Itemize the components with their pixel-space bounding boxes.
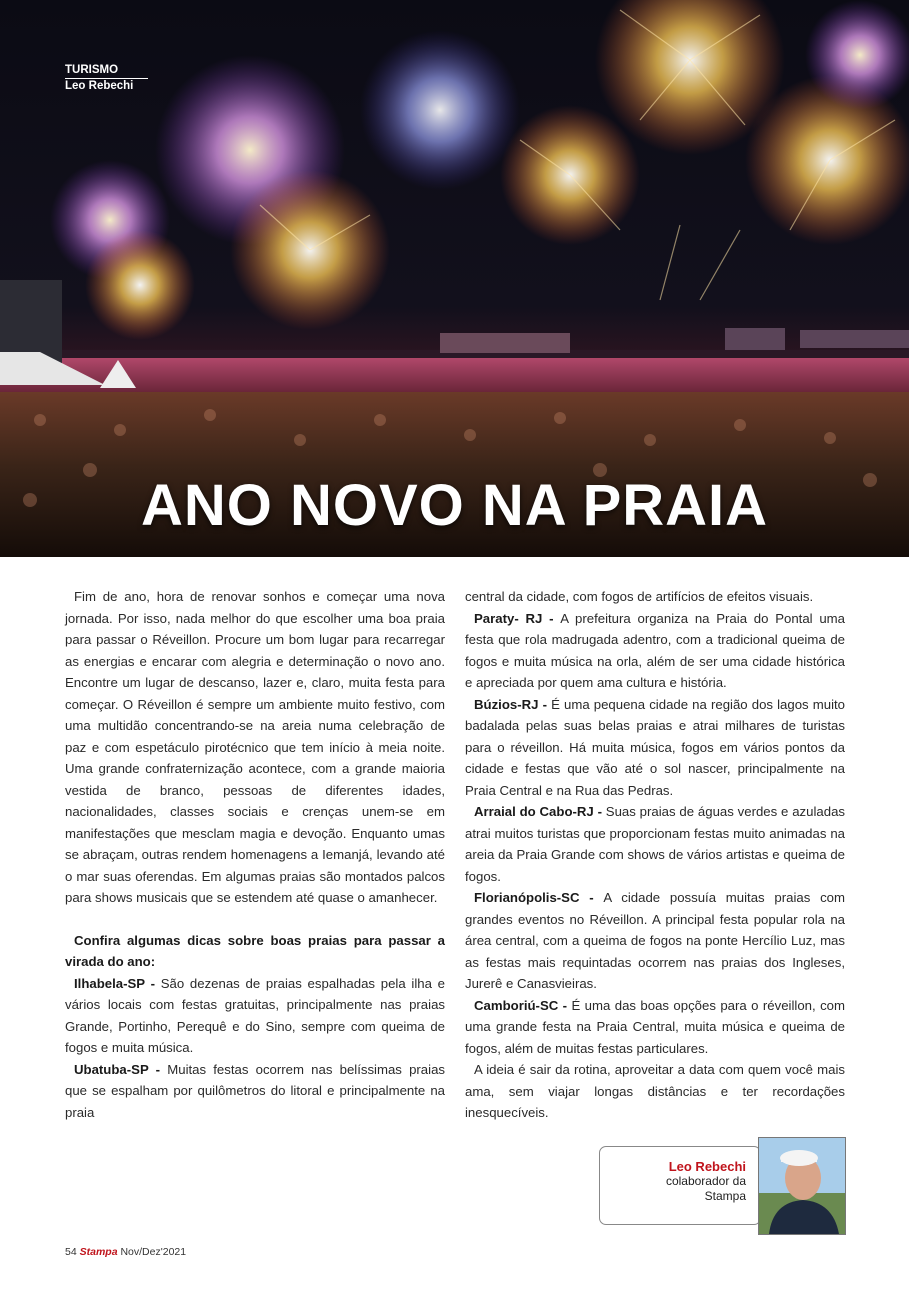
tip-paraty <box>465 608 845 694</box>
tip-florianopolis <box>465 887 845 995</box>
tip-name: Búzios-RJ - <box>474 696 552 712</box>
tip-text: São dezenas de praias espalhadas pela ilha e vários locais com festas gratuitas, principalmente nas praias Grande, Portinho, Perequê e do Sino, sempre com queima de fogos e muita música. <box>65 975 446 1055</box>
tip-name: Paraty- RJ - <box>474 610 561 626</box>
issue-date: Nov/Dez'2021 <box>120 1246 187 1258</box>
tip-name: Arraial do Cabo-RJ - <box>474 804 606 819</box>
author-name: Leo Rebechi <box>668 1159 746 1174</box>
tip-name: Ilhabela-SP - <box>74 975 161 991</box>
tip-text: Suas praias de águas verdes e azuladas atrai muitos turistas que proporcionam festas muito animadas na areia da Praia Grande com shows de vários artistas e queima de fogos. <box>465 804 845 884</box>
author-photo <box>758 1137 846 1235</box>
author-role-line2: Stampa <box>704 1189 746 1203</box>
tip-name: Ubatuba-SP - <box>74 1061 168 1077</box>
tip-text: Muitas festas ocorrem nas belíssimas praias que se espalham por quilômetros do litoral e principalmente na praia <box>65 1061 445 1120</box>
tip-camboriu <box>465 995 845 1060</box>
tip-ubatuba <box>65 1059 445 1124</box>
ship <box>440 333 570 353</box>
page-footer <box>65 1246 186 1258</box>
magazine-brand: Stampa <box>79 1246 118 1258</box>
hero-image <box>0 0 909 557</box>
tip-text: A cidade possuía muitas praias com grandes eventos no Réveillon. A principal festa popular rola na área central, com a queima de fogos na ponte Hercílio Luz, mas as festas mais requintadas ocorrem nas praias dos Ingleses, Jurerê e Canasvieiras. <box>465 890 845 991</box>
section-author: Leo Rebechi <box>65 80 134 92</box>
tip-ubatuba-continued: central da cidade, com fogos de artifícios de efeitos visuais. <box>465 589 814 604</box>
intro-paragraph: Fim de ano, hora de renovar sonhos e começar uma nova jornada. Por isso, nada melhor do que escolher uma boa praia para passar o Réveillon. Procure um bom lugar para recarregar as energias e encarar com alegria e determinação o novo ano. Encontre um lugar de descanso, lazer e, claro, muita festa para começar. O Réveillon é sempre um ambiente muito festivo, com uma multidão concentrando-se na areia numa celebração de paz e com espetáculo pirotécnico que tem início à meia noite. Uma grande confraternização acontece, com a grande maioria vestida de branco, pessoas de diferentes idades, nacionalidades, classes sociais e crenças unem-se em manifestações que mesclam magia e devoção. Enquanto umas se abraçam, outras rendem homenagens a Iemanjá, levando até o mar suas oferendas. Em algumas praias são montados palcos para shows musicais que se estendem até quase o amanhecer. <box>65 589 445 905</box>
firework-burst <box>85 230 195 340</box>
author-portrait <box>759 1138 845 1234</box>
closing-paragraph: A ideia é sair da rotina, aproveitar a data com quem você mais ama, sem viajar longas distâncias e ter recordações inesquecíveis. <box>465 1062 845 1120</box>
section-tag <box>65 64 148 93</box>
firework-burst <box>360 30 520 190</box>
tip-text: A prefeitura organiza na Praia do Pontal uma festa que rola madrugada adentro, com a tradicional queima de fogos e muita música na orla, além de ser uma cidade histórica e apreciada por quem ama cultura e história. <box>465 610 845 690</box>
tip-name: Florianópolis-SC - <box>474 890 604 905</box>
tip-ilhabela <box>65 973 445 1059</box>
author-box <box>599 1146 761 1225</box>
tip-buzios <box>465 694 845 802</box>
tip-name: Camboriú-SC - <box>474 997 572 1013</box>
tip-text: É uma das boas opções para o réveillon, com uma grande festa na Praia Central, muita música e queima de fogos, além de muitas festas particulares. <box>465 997 845 1056</box>
article-title: ANO NOVO NA PRAIA <box>140 473 769 538</box>
article-column-left <box>65 586 445 1123</box>
tip-text: É uma pequena cidade na região dos lagos muito badalada pelas suas belas praias e atrai milhares de turistas para o réveillon. Há muita música, fogos em vários pontos da cidade e festas que vão até o sol nascer, principalmente na Praia Central e na Rua das Pedras. <box>465 696 845 798</box>
ship <box>800 330 909 348</box>
author-credit <box>666 1159 746 1204</box>
ship <box>725 328 785 350</box>
section-category: TURISMO <box>65 64 148 79</box>
article-column-right <box>465 586 845 1124</box>
tip-arraial <box>465 801 845 887</box>
author-role-line1: colaborador da <box>665 1174 746 1188</box>
tips-heading: Confira algumas dicas sobre boas praias para passar a virada do ano: <box>65 932 445 969</box>
page-number: 54 <box>65 1246 77 1258</box>
